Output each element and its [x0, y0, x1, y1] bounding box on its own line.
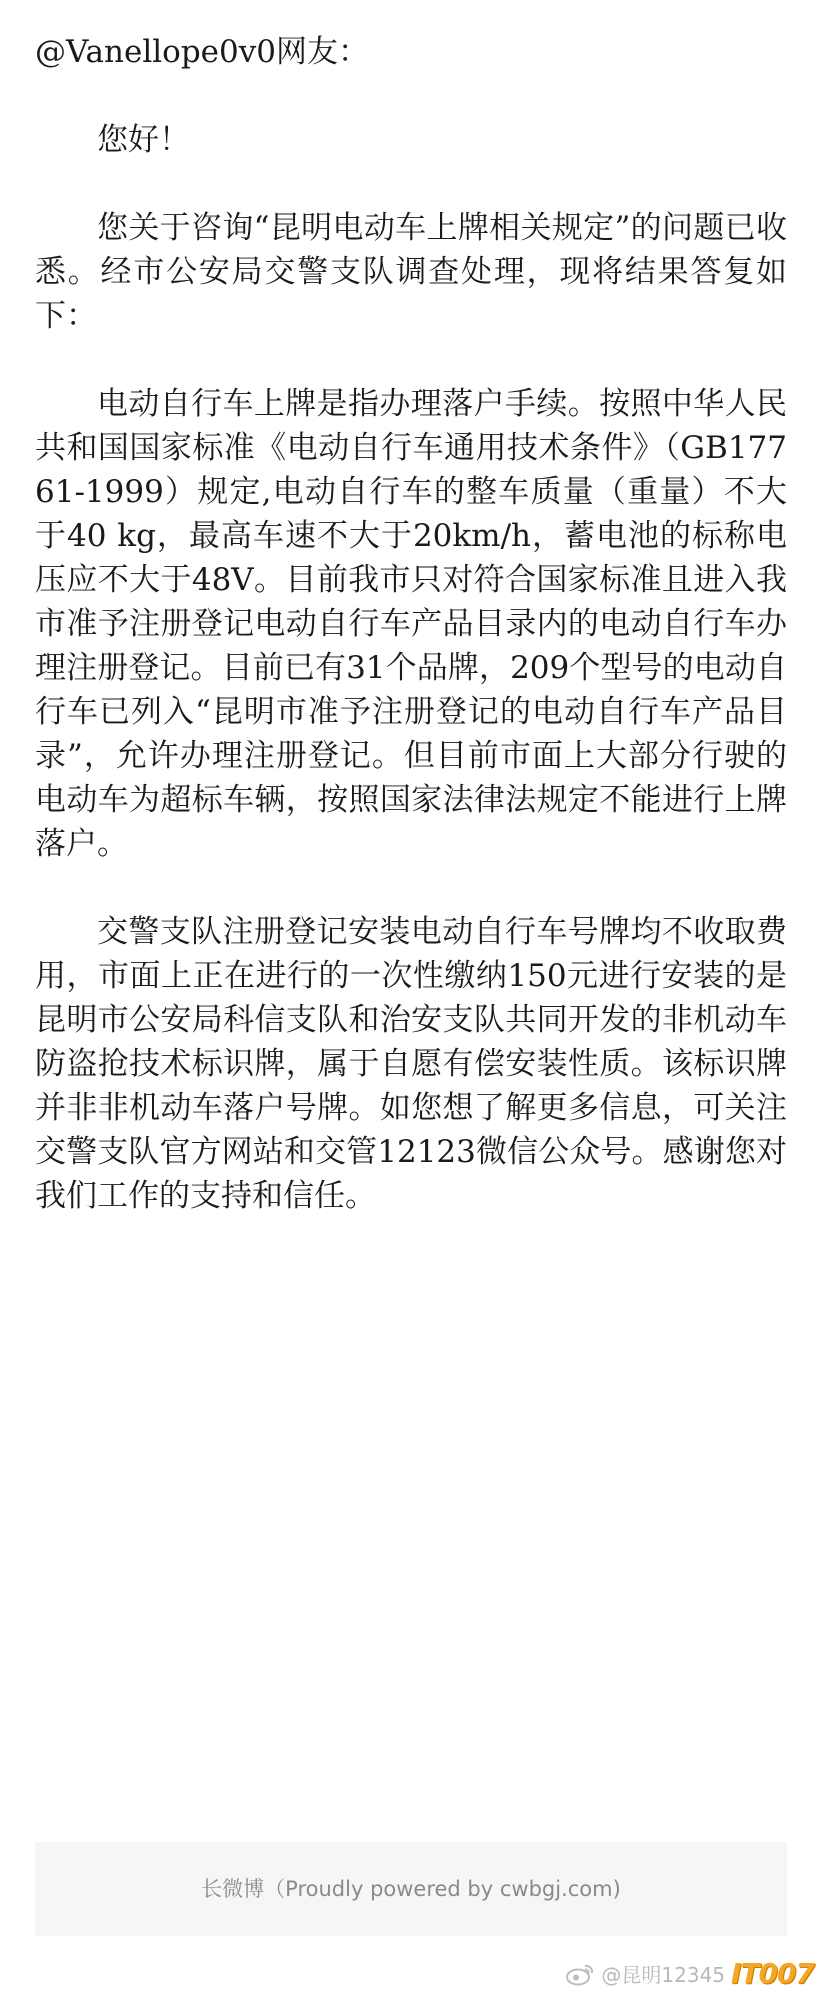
watermark-logo: IT007: [731, 1957, 814, 1990]
paragraph-regulation: 电动自行车上牌是指办理落户手续。按照中华人民共和国国家标准《电动自行车通用技术条件》（GB17761-1999）规定,电动自行车的整车质量（重量）不大于40 kg，最高车速不大于20km/h，蓄电池的标称电压应不大于48V。目前我市只对符合国家标准且进入我市准予注册登记电动自行车产品目录内的电动自行车办理注册登记。目前已有31个品牌，209个型号的电动自行车已列入“昆明市准予注册登记的电动自行车产品目录”，允许办理注册登记。但目前市面上大部分行驶的电动车为超标车辆，按照国家法律法规定不能进行上牌落户。: [35, 386, 787, 862]
paragraph-intro: 您关于咨询“昆明电动车上牌相关规定”的问题已收悉。经市公安局交警支队调查处理，现将结果答复如下：: [35, 210, 787, 334]
watermark: [565, 1957, 814, 1990]
paragraph-fees: 交警支队注册登记安装电动自行车号牌均不收取费用，市面上正在进行的一次性缴纳150元进行安装的是昆明市公安局科信支队和治安支队共同开发的非机动车防盗抢技术标识牌，属于自愿有偿安装性质。该标识牌并非非机动车落户号牌。如您想了解更多信息，可关注交警支队官方网站和交管12123微信公众号。感谢您对我们工作的支持和信任。: [35, 914, 787, 1214]
watermark-text: @昆明12345: [601, 1963, 726, 1987]
footer-bar: [35, 1842, 787, 1936]
letter-body: [35, 30, 787, 1262]
salutation: @Vanellope0v0网友：: [35, 34, 369, 70]
weibo-icon: [565, 1962, 595, 1986]
greeting-line: 您好！: [97, 122, 190, 158]
footer-credit: 长微博（Proudly powered by cwbgj.com): [201, 1877, 621, 1901]
